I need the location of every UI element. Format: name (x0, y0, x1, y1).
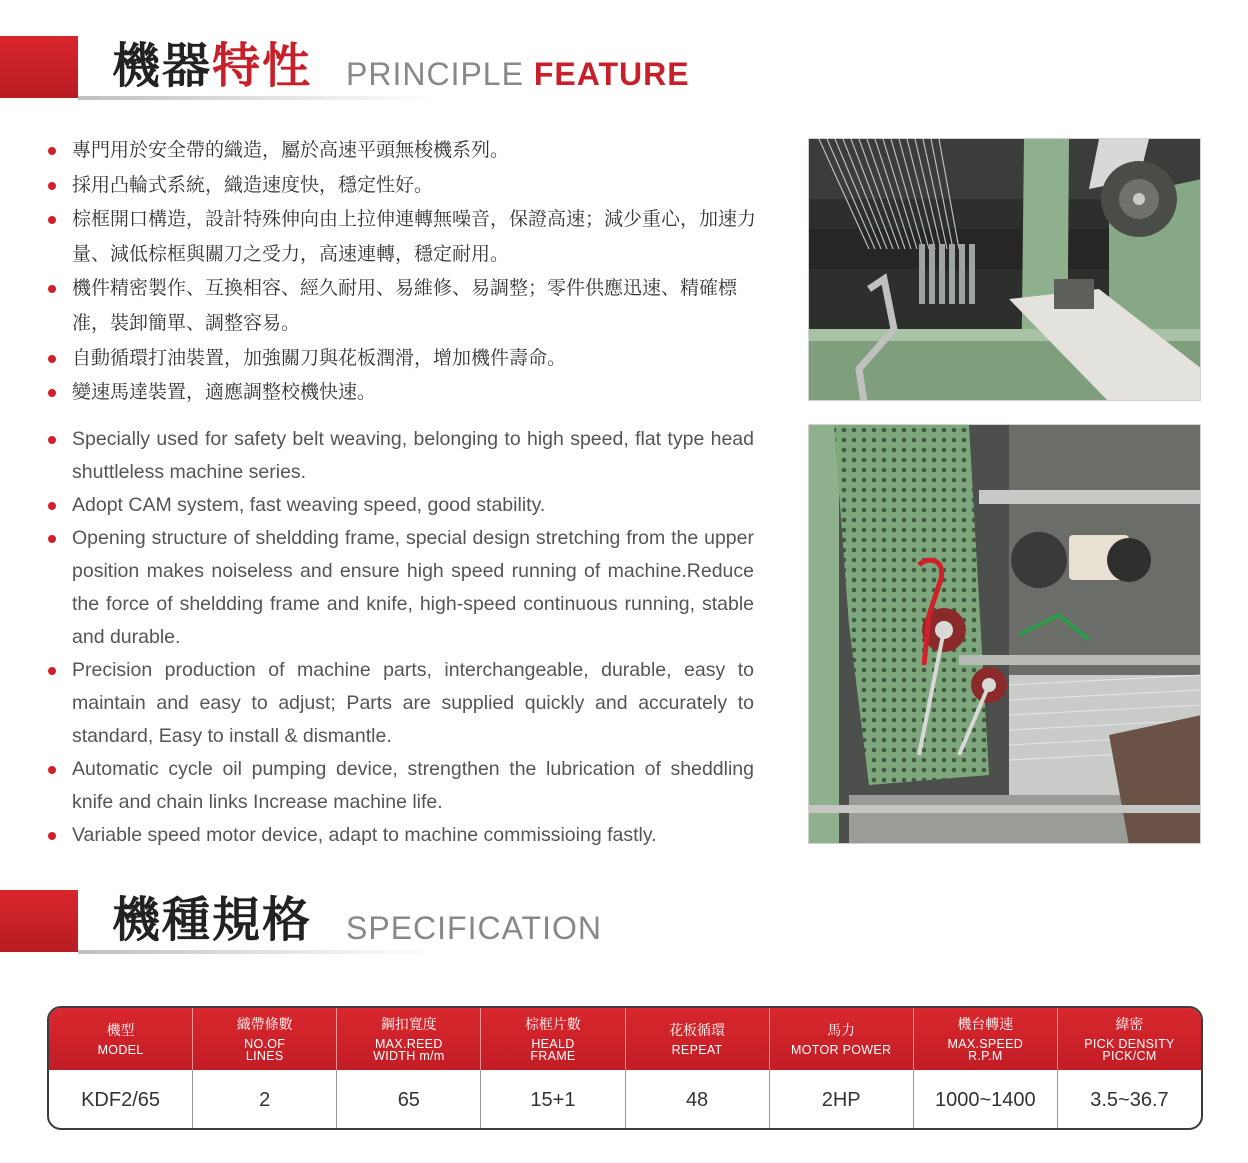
spec-value-repeat: 48 (626, 1070, 770, 1130)
spec-table (47, 1006, 1203, 1130)
spec-value-reed-width: 65 (337, 1070, 481, 1130)
feature-zh-item: 自動循環打油裝置，加強關刀與花板潤滑，增加機件壽命。 (48, 341, 758, 376)
spec-header-pick-density: 緯密 PICK DENSITY PICK/CM (1084, 1016, 1175, 1063)
machine-photo-bottom (808, 424, 1201, 844)
bullet-dot-icon (48, 436, 56, 444)
bullet-dot-icon (48, 766, 56, 774)
feature-en-item: Adopt CAM system, fast weaving speed, good stability. (48, 489, 754, 522)
loom-tensioner-image (809, 425, 1201, 844)
spec-value-model: KDF2/65 (49, 1070, 193, 1130)
bullet-dot-icon (48, 355, 56, 363)
spec-header-repeat: 花板循環 REPEAT (626, 1008, 770, 1070)
header-red-block (0, 36, 78, 98)
bullet-dot-icon (48, 502, 56, 510)
spec-header-motor-power: 馬力 MOTOR POWER (770, 1008, 914, 1070)
features-en-list (48, 423, 754, 852)
features-zh-list (48, 133, 758, 410)
feature-title-en (346, 54, 690, 94)
bullet-dot-icon (48, 182, 56, 190)
spec-title-en-text: SPECIFICATION (346, 910, 602, 946)
feature-section-header (0, 36, 1248, 106)
bullet-dot-icon (48, 389, 56, 397)
spec-header-lines: 織帶條數 NO.OF LINES (193, 1008, 337, 1070)
feature-title-en-gray: PRINCIPLE (346, 56, 524, 92)
feature-en-item: Automatic cycle oil pumping device, strengthen the lubrication of sheddling knife and chain links Increase machine life. (48, 753, 754, 819)
spec-header-max-speed: 機台轉速 MAX.SPEED R.P.M (914, 1008, 1058, 1070)
spec-table-header-row (49, 1008, 1201, 1070)
bullet-dot-icon (48, 216, 56, 224)
spec-value-heald-frame: 15+1 (481, 1070, 625, 1130)
spec-table-data-row (49, 1070, 1201, 1130)
feature-zh-item: 採用凸輪式系統，織造速度快，穩定性好。 (48, 168, 758, 203)
bullet-dot-icon (48, 832, 56, 840)
feature-zh-item: 專門用於安全帶的織造，屬於高速平頭無梭機系列。 (48, 133, 758, 168)
bullet-dot-icon (48, 285, 56, 293)
feature-title-en-red: FEATURE (533, 56, 690, 92)
spec-value-motor-power: 2HP (770, 1070, 914, 1130)
machine-photo-top (808, 138, 1201, 401)
feature-zh-item: 機件精密製作、互換相容、經久耐用、易維修、易調整；零件供應迅速、精確標准，裝卸簡單、調整容易。 (48, 271, 758, 340)
spec-header-reed-width: 鋼扣寬度 MAX.REED WIDTH m/m (337, 1008, 481, 1070)
spec-header-heald-frame: 棕框片數 HEALD FRAME (481, 1008, 625, 1070)
bullet-dot-icon (48, 535, 56, 543)
spec-section-header (0, 890, 1248, 960)
spec-header-model: 機型 MODEL (49, 1008, 193, 1070)
feature-en-item: Precision production of machine parts, interchangeable, durable, easy to maintain and easy to adjust; Parts are supplied quickly and accurately to standard, Easy to install & dismantle. (48, 654, 754, 753)
feature-en-item: Variable speed motor device, adapt to machine commissioing fastly. (48, 819, 754, 852)
header-red-block (0, 890, 78, 952)
spec-value-pick-density: 3.5~36.7 (1090, 1088, 1169, 1111)
feature-en-item: Opening structure of sheldding frame, special design stretching from the upper position makes noiseless and ensure high speed running of machine.Reduce the force of sheldding frame and knife, high-speed continuous running, stable and durable. (48, 522, 754, 654)
feature-en-item: Specially used for safety belt weaving, belonging to high speed, flat type head shuttleless machine series. (48, 423, 754, 489)
feature-title-zh-red: 特性 (212, 38, 313, 94)
loom-shedding-image (809, 139, 1201, 401)
spec-value-lines: 2 (193, 1070, 337, 1130)
spec-title-en (346, 908, 602, 948)
feature-zh-item: 變速馬達裝置，適應調整校機快速。 (48, 375, 758, 410)
feature-title-zh-black: 機器 (112, 38, 213, 94)
feature-title-zh (112, 36, 312, 98)
spec-title-zh: 機種規格 (112, 892, 313, 948)
bullet-dot-icon (48, 667, 56, 675)
spec-value-max-speed: 1000~1400 (914, 1070, 1058, 1130)
bullet-dot-icon (48, 147, 56, 155)
feature-zh-item: 棕框開口構造，設計特殊伸向由上拉伸連轉無噪音，保證高速；減少重心，加速力量、減低棕框與關刀之受力，高速連轉，穩定耐用。 (48, 202, 758, 271)
